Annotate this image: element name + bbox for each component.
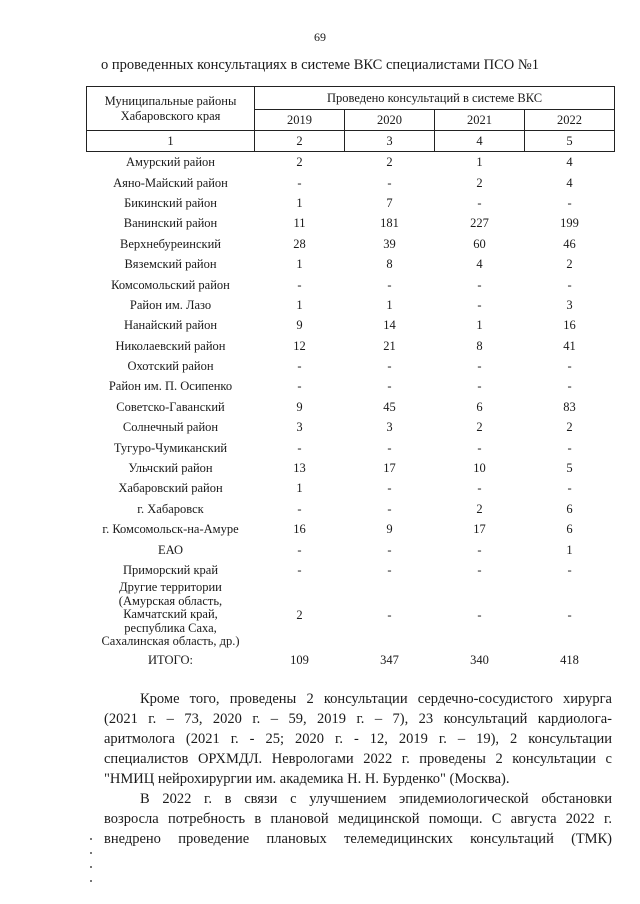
table-row (87, 315, 615, 335)
region-name-cell: Приморский край (122, 563, 219, 577)
region-name-cell: Хабаровский район (118, 481, 223, 496)
value-cell: 60 (473, 236, 486, 251)
region-name-cell: Комсомольский район (111, 277, 230, 292)
value-cell: 12 (293, 338, 306, 353)
value-cell: 181 (380, 216, 399, 231)
value-cell: 28 (293, 236, 306, 251)
value-cell: - (477, 440, 482, 455)
region-name-cell: Тугуро-Чумиканский (113, 440, 228, 455)
paragraph-planned-care (104, 789, 612, 849)
table-row (87, 152, 615, 173)
paragraph-line: (2021 г. – 73, 2020 г. – 59, 2019 г. – 7), 23 консультаций кардиолога- (104, 711, 612, 727)
region-column-header: Муниципальные районы Хабаровского края (87, 87, 255, 131)
value-cell: - (297, 440, 302, 455)
value-cell: 8 (476, 338, 483, 353)
value-cell: 2 (566, 257, 573, 272)
value-cell: 8 (386, 257, 393, 272)
table-row (87, 274, 615, 294)
region-name-cell: Нанайский район (123, 318, 218, 333)
value-cell: - (477, 277, 482, 292)
value-cell: 340 (470, 653, 489, 668)
value-cell: 14 (383, 318, 396, 333)
value-cell: 2 (296, 155, 303, 170)
value-cell: - (567, 277, 572, 292)
paragraph-line: возросла потребность в плановой медицинской помощи. С августа 2022 г. (104, 811, 612, 827)
column-number: 1 (87, 131, 255, 152)
value-cell: 4 (476, 257, 483, 272)
value-cell: 1 (386, 297, 393, 312)
value-cell: - (477, 195, 482, 210)
region-name-cell: Район им. Лазо (129, 297, 212, 312)
value-cell: - (297, 175, 302, 190)
value-cell: - (297, 359, 302, 374)
value-cell: 41 (563, 338, 576, 353)
consultations-table (86, 86, 615, 671)
value-cell: - (387, 608, 392, 623)
value-cell: 39 (383, 236, 396, 251)
table-row (87, 172, 615, 192)
value-cell: 3 (566, 297, 573, 312)
paragraph-line: внедрено проведение плановых телемедицинских консультаций (ТМК) (104, 831, 612, 847)
table-row (87, 499, 615, 519)
value-cell: 10 (473, 461, 486, 476)
region-name-cell: Район им. П. Осипенко (108, 379, 233, 394)
year-header: 2020 (345, 110, 435, 131)
region-name-cell: г. Хабаровск (137, 501, 204, 516)
value-cell: - (567, 481, 572, 496)
table-row (87, 478, 615, 498)
value-cell: 1 (476, 155, 483, 170)
region-name-cell: ИТОГО: (148, 653, 193, 668)
value-cell: 2 (386, 155, 393, 170)
value-cell: - (477, 379, 482, 394)
column-number: 5 (525, 131, 615, 152)
value-cell: 1 (296, 297, 303, 312)
region-name-cell: г. Комсомольск-на-Амуре (102, 522, 239, 537)
table-row (87, 560, 615, 580)
table-caption: о проведенных консультациях в системе ВКС специалистами ПСО №1 (101, 57, 539, 73)
region-name-cell: Охотский район (127, 359, 214, 374)
value-cell: 2 (476, 175, 483, 190)
value-cell: - (387, 379, 392, 394)
value-cell: - (297, 379, 302, 394)
value-cell: 21 (383, 338, 396, 353)
table-row (87, 580, 615, 650)
value-cell: - (297, 542, 302, 557)
paragraph-line: Кроме того, проведены 2 консультации сердечно-сосудистого хирурга (140, 691, 612, 707)
value-cell: 45 (383, 399, 396, 414)
value-cell: - (567, 359, 572, 374)
value-cell: - (477, 359, 482, 374)
value-cell: 6 (566, 501, 573, 516)
value-cell: 199 (560, 216, 579, 231)
value-cell: - (477, 608, 482, 623)
column-number: 2 (255, 131, 345, 152)
value-cell: 1 (566, 542, 573, 557)
column-number: 3 (345, 131, 435, 152)
value-cell: 17 (473, 522, 486, 537)
table-row (87, 336, 615, 356)
region-name-cell: Верхнебуреинский (120, 236, 221, 251)
table-row (87, 519, 615, 539)
value-cell: 13 (293, 461, 306, 476)
paragraph-cardio (104, 689, 612, 789)
value-cell: 2 (476, 420, 483, 435)
table-row (87, 650, 615, 670)
value-cell: 9 (386, 522, 393, 537)
value-cell: - (297, 501, 302, 516)
value-cell: 227 (470, 216, 489, 231)
value-cell: - (387, 563, 392, 577)
table-row (87, 193, 615, 213)
value-cell: 347 (380, 653, 399, 668)
value-cell: 16 (563, 318, 576, 333)
table-row (87, 437, 615, 457)
value-cell: 46 (563, 236, 576, 251)
value-cell: 1 (476, 318, 483, 333)
value-cell: - (567, 440, 572, 455)
value-cell: 5 (566, 461, 573, 476)
value-cell: 1 (296, 481, 303, 496)
value-cell: 11 (293, 216, 306, 231)
value-cell: 109 (290, 653, 309, 668)
value-cell: 83 (563, 399, 576, 414)
value-cell: 16 (293, 522, 306, 537)
table-row (87, 397, 615, 417)
value-cell: 4 (566, 155, 573, 170)
paragraph-line: аритмолога (2021 г. - 25; 2020 г. - 12, 2019 г. – 19), 2 консультации (104, 731, 612, 747)
value-cell: - (567, 608, 572, 623)
column-number: 4 (435, 131, 525, 152)
region-name-cell: Советско-Гаванский (116, 399, 225, 414)
table-row (87, 254, 615, 274)
table-row (87, 376, 615, 396)
value-cell: - (297, 563, 302, 577)
value-cell: 2 (476, 501, 483, 516)
value-cell: 3 (296, 420, 303, 435)
year-header: 2021 (435, 110, 525, 131)
value-cell: - (477, 481, 482, 496)
year-header: 2019 (255, 110, 345, 131)
value-cell: - (567, 563, 572, 577)
value-cell: 3 (386, 420, 393, 435)
table-row (87, 539, 615, 559)
year-header: 2022 (525, 110, 615, 131)
paragraph-line: В 2022 г. в связи с улучшением эпидемиологической обстановки (140, 791, 612, 807)
region-name-cell: Другие территории (Амурская область, Камчатский край, республика Саха, Сахалинская область, др.) (101, 580, 240, 649)
region-name-cell: Ульчский район (128, 461, 213, 476)
value-cell: 9 (296, 318, 303, 333)
value-cell: 6 (476, 399, 483, 414)
value-cell: - (387, 542, 392, 557)
value-cell: 6 (566, 522, 573, 537)
table-row (87, 213, 615, 233)
value-cell: - (387, 277, 392, 292)
region-name-cell: Амурский район (126, 155, 215, 170)
table-row (87, 356, 615, 376)
page-number: 69 (314, 30, 326, 44)
value-cell: - (297, 277, 302, 292)
value-cell: 418 (560, 653, 579, 668)
value-cell: - (477, 563, 482, 577)
value-cell: 17 (383, 461, 396, 476)
value-cell: - (387, 359, 392, 374)
region-name-cell: ЕАО (157, 542, 184, 557)
value-cell: 4 (566, 175, 573, 190)
paragraph-line: "НМИЦ нейрохирургии им. академика Н. Н. Бурденко" (Москва). (104, 771, 510, 787)
value-cell: - (567, 195, 572, 210)
value-cell: - (387, 175, 392, 190)
value-cell: 2 (566, 420, 573, 435)
value-cell: - (387, 440, 392, 455)
value-cell: 7 (386, 195, 393, 210)
region-name-cell: Аяно-Майский район (113, 175, 228, 190)
value-cell: - (477, 542, 482, 557)
table-row (87, 234, 615, 254)
value-cell: 1 (296, 257, 303, 272)
region-name-cell: Вяземский район (124, 257, 217, 272)
value-cell: 9 (296, 399, 303, 414)
group-column-header: Проведено консультаций в системе ВКС (255, 87, 615, 110)
value-cell: - (567, 379, 572, 394)
value-cell: - (477, 297, 482, 312)
table-row (87, 458, 615, 478)
table-row (87, 417, 615, 437)
region-name-cell: Ванинский район (123, 216, 218, 231)
value-cell: - (387, 501, 392, 516)
region-name-cell: Бикинский район (124, 195, 217, 210)
value-cell: - (387, 481, 392, 496)
region-name-cell: Николаевский район (115, 338, 226, 353)
scan-margin-marks (90, 838, 100, 898)
table-row (87, 295, 615, 315)
value-cell: 2 (296, 608, 303, 623)
paragraph-line: специалистов ОРХМДЛ. Неврологами 2022 г. проведены 2 консультации с (104, 751, 612, 767)
value-cell: 1 (296, 195, 303, 210)
region-name-cell: Солнечный район (122, 420, 219, 435)
